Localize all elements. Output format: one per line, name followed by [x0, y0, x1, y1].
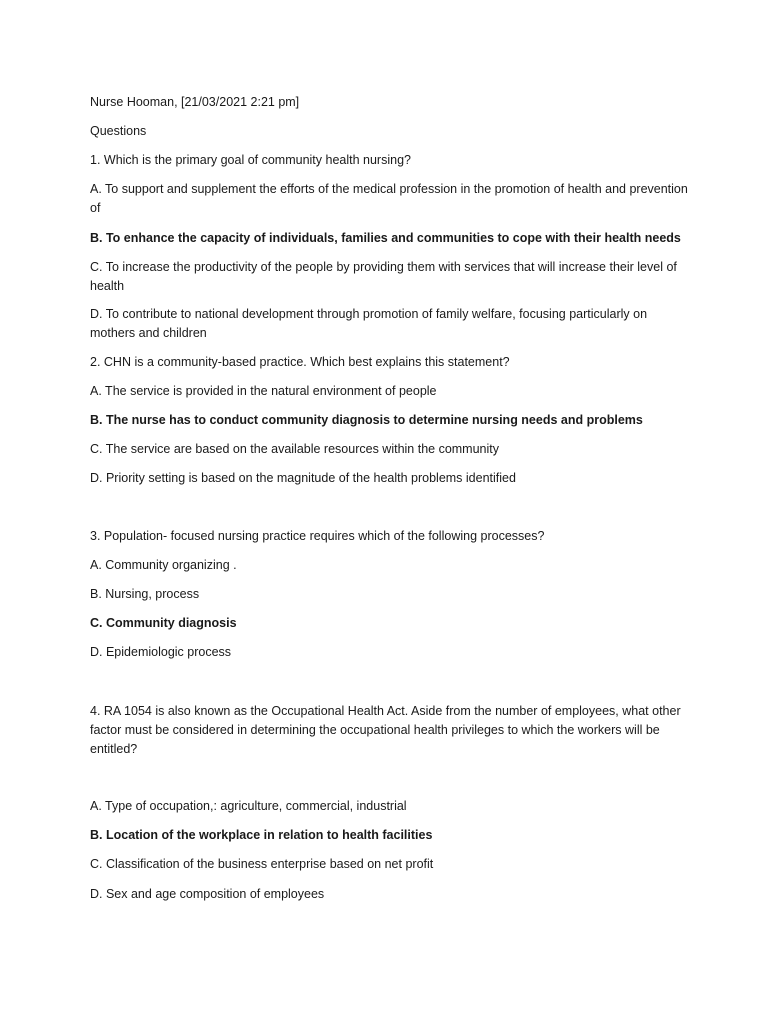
- question-2-option-c: C. The service are based on the available resources within the community: [90, 442, 500, 456]
- author-timestamp: Nurse Hooman, [21/03/2021 2:21 pm]: [90, 95, 300, 109]
- question-1-option-c: C. To increase the productivity of the people by providing them with services that will increase their level of health: [90, 260, 677, 293]
- question-3-option-c: C. Community diagnosis: [90, 616, 237, 630]
- section-title: Questions: [90, 124, 147, 138]
- question-3-option-d: D. Epidemiologic process: [90, 645, 232, 659]
- question-2-option-b: B. The nurse has to conduct community diagnosis to determine nursing needs and problems: [90, 413, 643, 427]
- question-4-option-c: C. Classification of the business enterprise based on net profit: [90, 857, 434, 871]
- question-3-option-b: B. Nursing, process: [90, 587, 200, 601]
- question-2-option-a: A. The service is provided in the natural environment of people: [90, 384, 437, 398]
- question-4-option-d: D. Sex and age composition of employees: [90, 887, 325, 901]
- question-2-text: 2. CHN is a community-based practice. Which best explains this statement?: [90, 355, 510, 369]
- question-4-option-a: A. Type of occupation,: agriculture, commercial, industrial: [90, 799, 407, 813]
- question-4-option-b: B. Location of the workplace in relation to health facilities: [90, 828, 433, 842]
- question-2-option-d: D. Priority setting is based on the magnitude of the health problems identified: [90, 471, 516, 485]
- question-3-text: 3. Population- focused nursing practice requires which of the following processes?: [90, 529, 545, 543]
- question-3-option-a: A. Community organizing .: [90, 558, 237, 572]
- question-1-option-d: D. To contribute to national development through promotion of family welfare, focusing particularly on mothers and children: [90, 307, 648, 340]
- question-1-option-b: B. To enhance the capacity of individuals, families and communities to cope with their health needs: [90, 231, 681, 245]
- question-1-option-a: A. To support and supplement the efforts of the medical profession in the promotion of health and prevention of: [90, 182, 688, 215]
- question-4-text: 4. RA 1054 is also known as the Occupational Health Act. Aside from the number of employees, what other factor must be considered in determining the occupational health privileges to which the workers will be entitled?: [90, 704, 681, 756]
- question-1-text: 1. Which is the primary goal of community health nursing?: [90, 153, 411, 167]
